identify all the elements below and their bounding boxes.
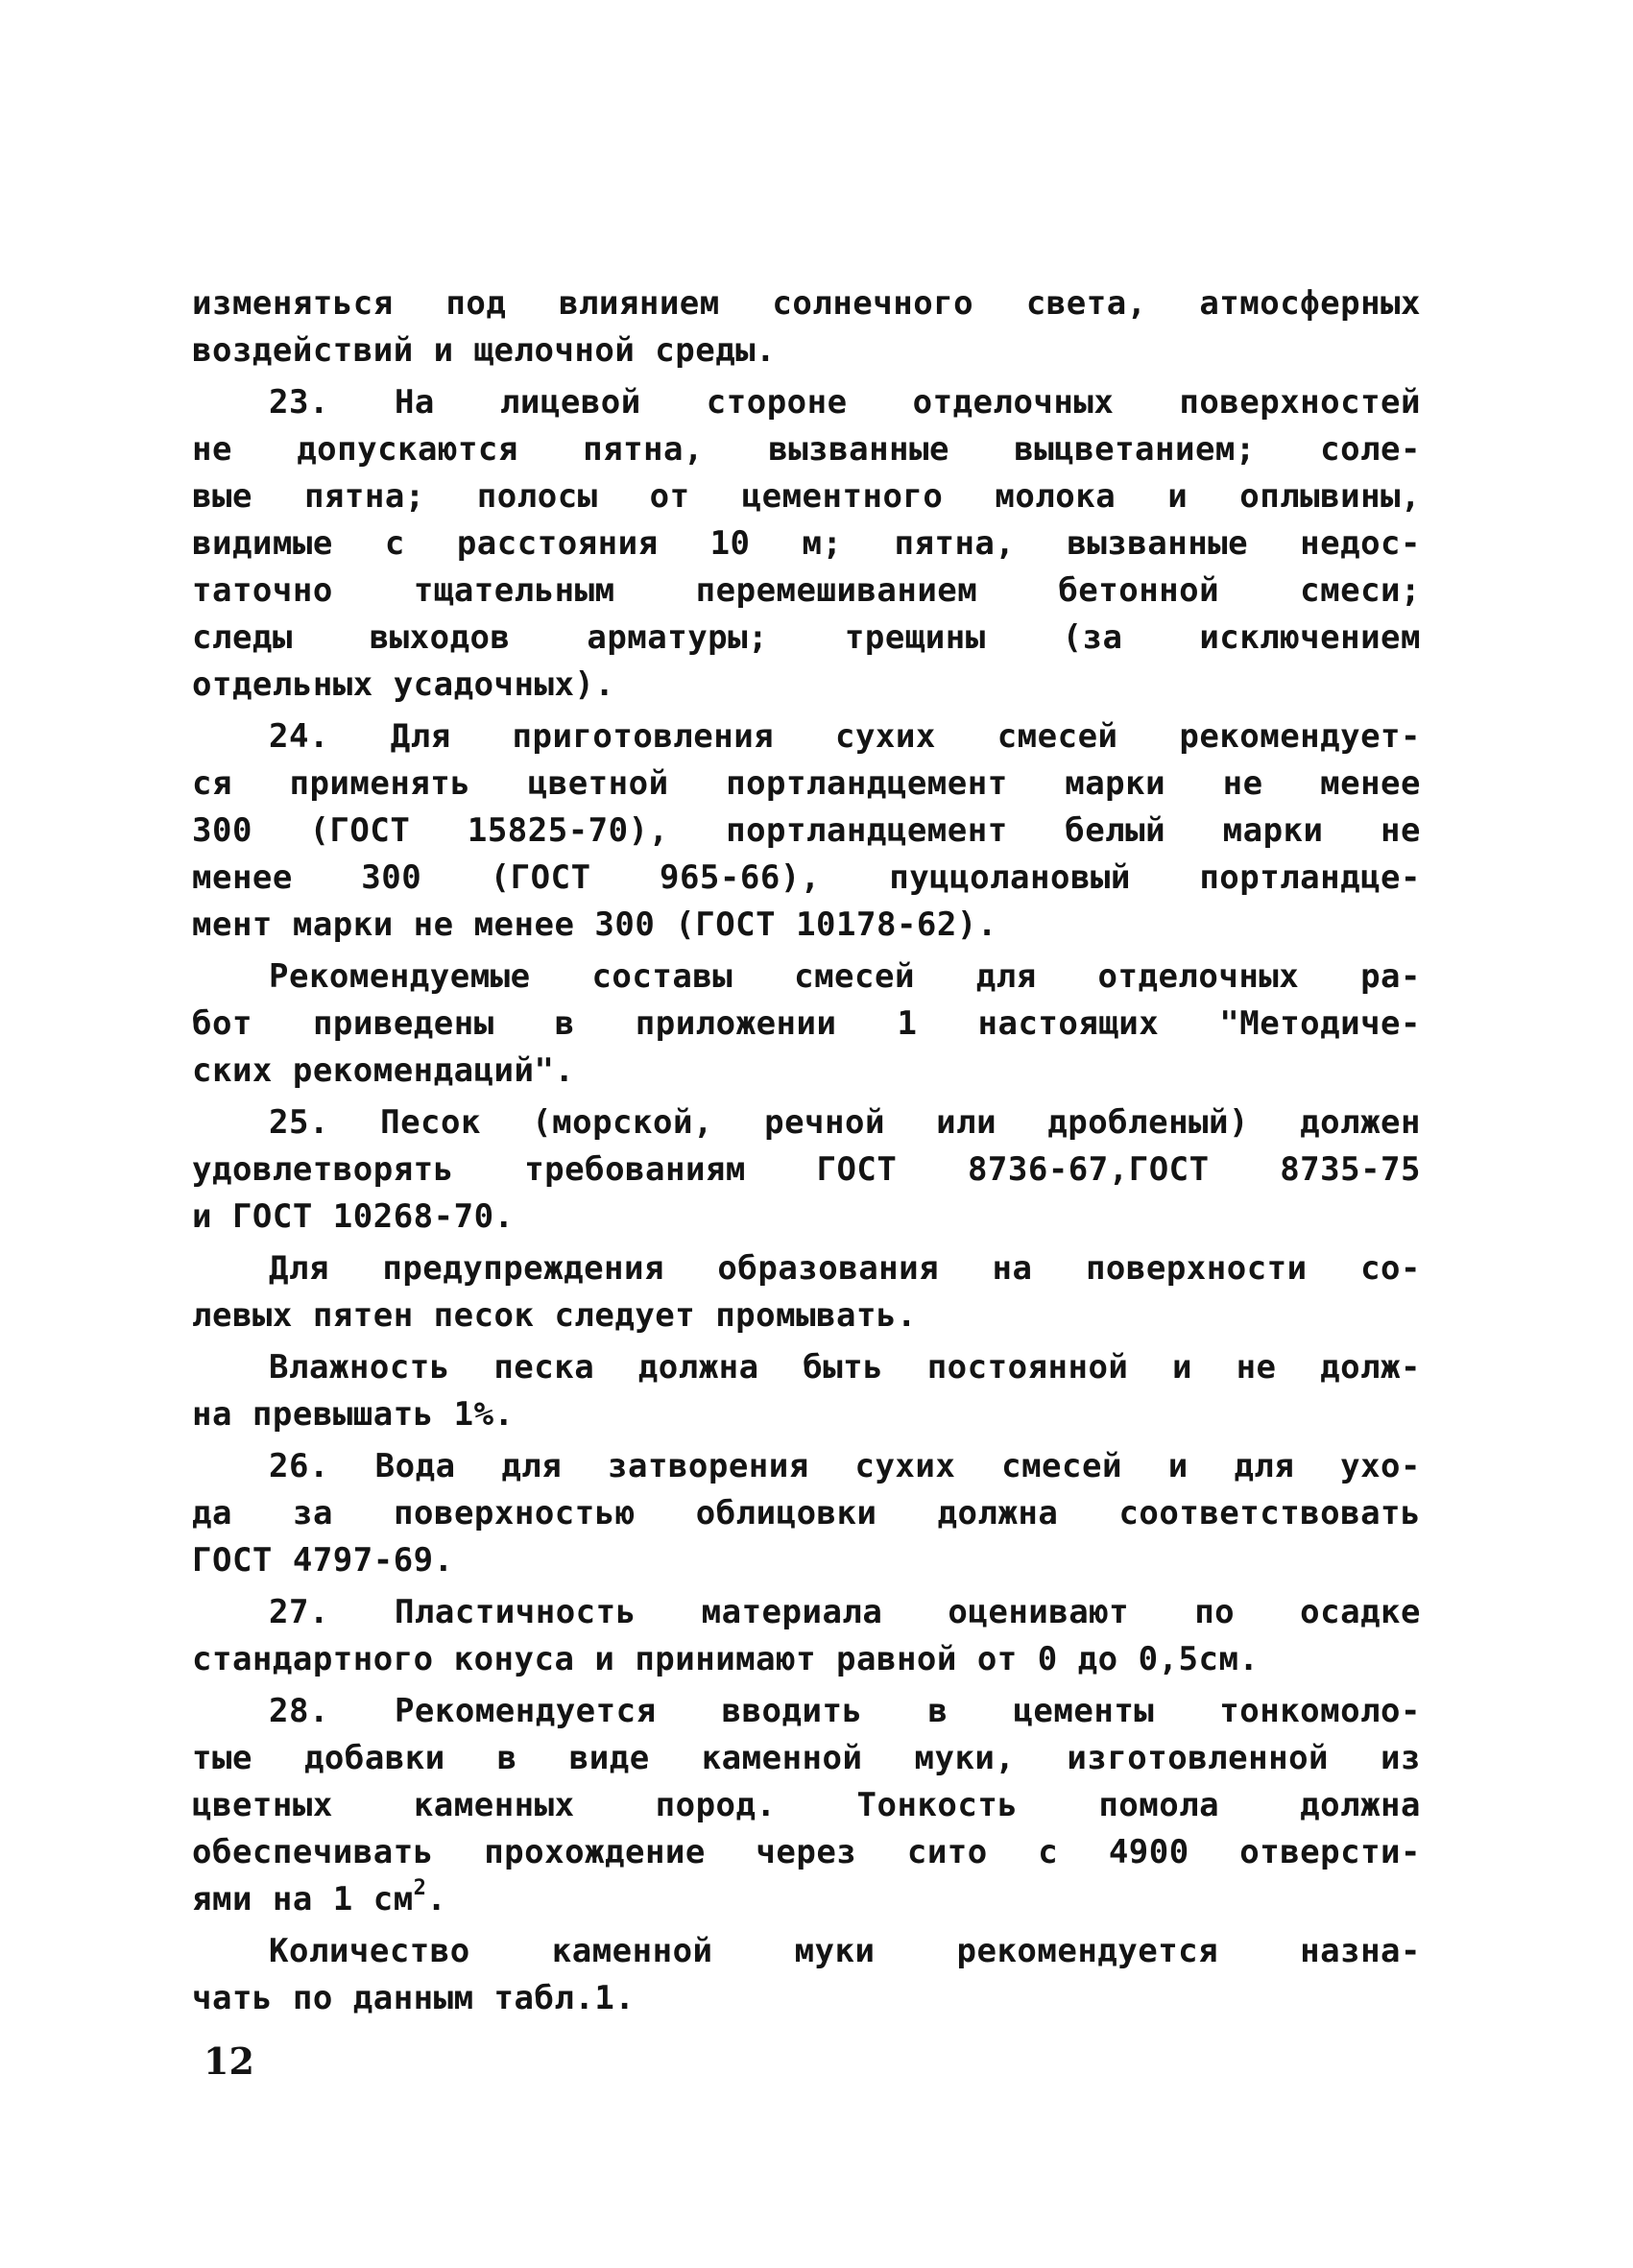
text-line: удовлетворять требованиям ГОСТ 8736-67,ГОСТ 8735-75: [192, 1150, 1421, 1189]
superscript: 2: [413, 1876, 427, 1900]
text-line: ся применять цветной портландцемент марки не менее: [192, 764, 1421, 803]
text-line: изменяться под влиянием солнечного света, атмосферных: [192, 284, 1421, 323]
text-line: ских рекомендаций".: [192, 1051, 575, 1090]
text-line-main: ями на 1 см: [192, 1880, 414, 1918]
text-line: [192, 1876, 1421, 1923]
text-line: бот приведены в приложении 1 настоящих "Методиче-: [192, 1004, 1421, 1043]
text-line: ГОСТ 4797-69.: [192, 1541, 454, 1580]
text-line: стандартного конуса и принимают равной от 0 до 0,5см.: [192, 1640, 1260, 1678]
text-line: 26. Вода для затворения сухих смесей и для ухо-: [269, 1447, 1421, 1485]
text-line: 300 (ГОСТ 15825-70), портландцемент белый марки не: [192, 811, 1421, 850]
text-line-tail: .: [426, 1880, 447, 1918]
text-line: обеспечивать прохождение через сито с 4900 отверсти-: [192, 1833, 1421, 1871]
text-line: цветных каменных пород. Тонкость помола должна: [192, 1786, 1421, 1824]
text-line: Рекомендуемые составы смесей для отделочных ра-: [269, 957, 1421, 996]
text-line: и ГОСТ 10268-70.: [192, 1197, 515, 1236]
text-line: видимые с расстояния 10 м; пятна, вызванные недос-: [192, 524, 1421, 563]
text-line: Влажность песка должна быть постоянной и не долж-: [269, 1348, 1421, 1387]
text-line: 27. Пластичность материала оценивают по осадке: [269, 1593, 1421, 1631]
text-line: воздействий и щелочной среды.: [192, 331, 777, 370]
page-number: 12: [204, 2039, 254, 2083]
text-line: таточно тщательным перемешиванием бетонной смеси;: [192, 571, 1421, 610]
text-line: 25. Песок (морской, речной или дробленый) должен: [269, 1103, 1421, 1142]
body-text: [192, 280, 1421, 2022]
text-line: вые пятна; полосы от цементного молока и оплывины,: [192, 477, 1421, 516]
text-line: отдельных усадочных).: [192, 665, 615, 704]
text-line: на превышать 1%.: [192, 1395, 515, 1434]
text-line: не допускаются пятна, вызванные выцветанием; соле-: [192, 430, 1421, 469]
text-line: чать по данным табл.1.: [192, 1979, 636, 2017]
text-line: 28. Рекомендуется вводить в цементы тонкомоло-: [269, 1692, 1421, 1730]
text-line: Количество каменной муки рекомендуется назна-: [269, 1932, 1421, 1970]
text-line: да за поверхностью облицовки должна соответствовать: [192, 1494, 1421, 1532]
text-line: 23. На лицевой стороне отделочных поверхностей: [269, 383, 1421, 422]
text-line: менее 300 (ГОСТ 965-66), пуццолановый портландце-: [192, 858, 1421, 897]
text-line: левых пятен песок следует промывать.: [192, 1296, 917, 1335]
text-line: тые добавки в виде каменной муки, изготовленной из: [192, 1739, 1421, 1777]
text-line: Для предупреждения образования на поверхности со-: [269, 1249, 1421, 1288]
text-line: 24. Для приготовления сухих смесей рекомендует-: [269, 717, 1421, 756]
text-line: мент марки не менее 300 (ГОСТ 10178-62).: [192, 905, 997, 944]
text-line: следы выходов арматуры; трещины (за исключением: [192, 618, 1421, 657]
